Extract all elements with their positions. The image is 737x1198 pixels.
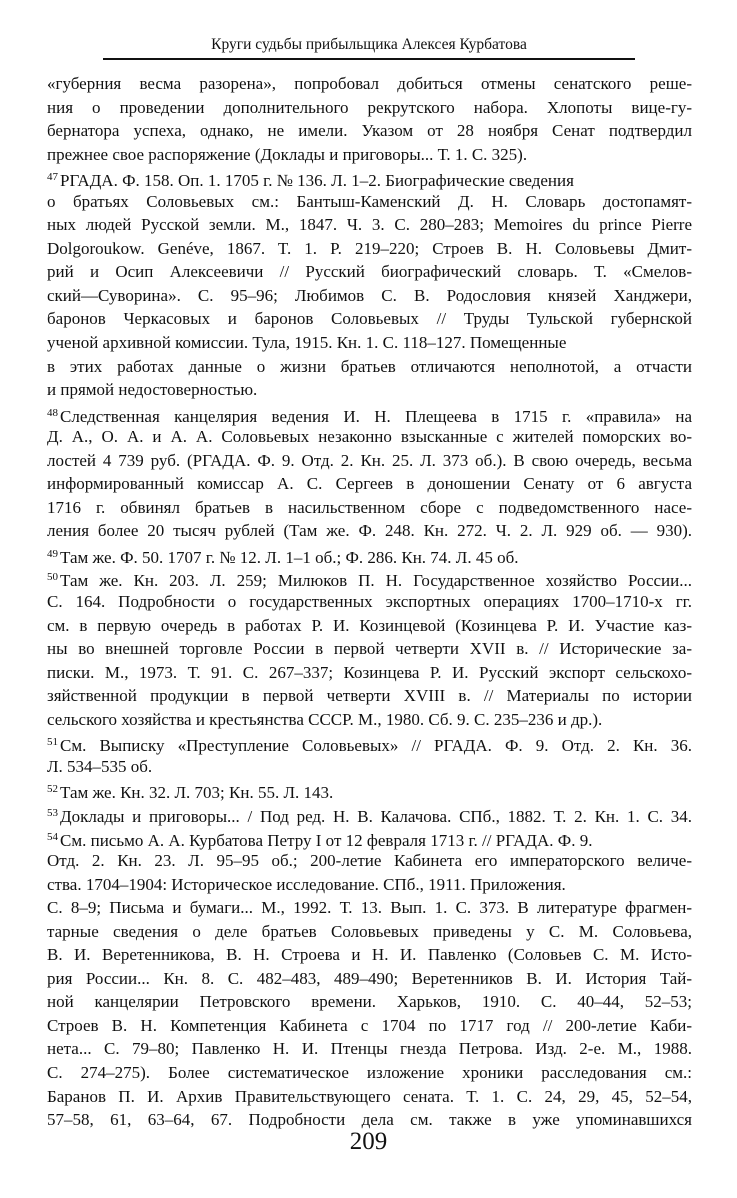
footnote-start-line	[47, 402, 692, 426]
text-line	[47, 472, 692, 496]
text-line	[47, 72, 692, 96]
footnote-start-line	[47, 778, 692, 802]
text-line	[47, 260, 692, 284]
line-text: ский—Суворина». С. 95–96; Любимов С. В. Родословия князей Ханджери,	[47, 285, 692, 305]
text-line	[47, 849, 692, 873]
line-text: «губерния весма разорена», попробовал добиться отмены сенатского реше-	[47, 74, 692, 93]
text-line	[47, 331, 692, 355]
text-line	[47, 637, 692, 661]
line-text: ления более 20 тысяч рублей (Там же. Ф. 248. Кн. 272. Ч. 2. Л. 929 об. — 930).	[47, 521, 692, 541]
text-line	[47, 1037, 692, 1061]
line-text: рия России... Кн. 8. С. 482–483, 489–490; Веретенников В. И. История Тай-	[47, 968, 692, 988]
footnote-start-line	[47, 566, 692, 590]
footnote-start-line	[47, 166, 692, 190]
footnote-number: 48	[47, 406, 58, 419]
line-text: прежнее свое распоряжение (Доклады и приговоры... Т. 1. С. 325).	[47, 144, 528, 164]
line-text: РГАДА. Ф. 158. Оп. 1. 1705 г. № 136. Л. 1–2. Биографические сведения	[60, 171, 574, 191]
line-text: Там же. Кн. 32. Л. 703; Кн. 55. Л. 143.	[60, 783, 334, 803]
line-text: баронов Черкасовых и баронов Соловьевых // Труды Тульской губернской	[47, 309, 692, 329]
text-line	[47, 237, 692, 261]
line-text: С. 8–9; Письма и бумаги... М., 1992. Т. 13. Вып. 1. С. 373. В литературе фрагмен-	[47, 898, 692, 918]
text-line	[47, 1014, 692, 1038]
line-text: ной канцелярии Петровского времени. Харьков, 1910. С. 40–44, 52–53;	[47, 992, 692, 1012]
footnote-number: 54	[47, 830, 58, 843]
line-text: Там же. Кн. 203. Л. 259; Милюков П. Н. Государственное хозяйство России...	[60, 571, 692, 591]
line-text: Л. 534–535 об.	[47, 756, 153, 776]
line-text: ны во внешней торговле России в первой четверти XVII в. // Исторические за-	[47, 639, 692, 659]
line-text: бернатора успеха, однако, не имели. Указом от 28 ноября Сенат подтвердил	[47, 121, 692, 141]
text-line	[47, 284, 692, 308]
footnote-number: 51	[47, 736, 58, 749]
line-text: Отд. 2. Кн. 23. Л. 95–95 об.; 200-летие Кабинета его императорского величе-	[47, 851, 692, 871]
running-head: Круги судьбы прибыльщика Алексея Курбатова	[211, 36, 527, 53]
text-line	[47, 614, 692, 638]
footnote-number: 47	[47, 171, 58, 184]
text-line	[47, 684, 692, 708]
text-line	[47, 355, 692, 379]
footnote-number: 52	[47, 783, 58, 796]
text-line	[47, 425, 692, 449]
line-text: о братьях Соловьевых см.: Бантыш-Каменский Д. Н. Словарь достопамят-	[47, 191, 692, 211]
page-number: 209	[349, 1128, 388, 1155]
text-line	[47, 896, 692, 920]
text-line	[47, 990, 692, 1014]
line-text: зяйственной продукции в первой четверти XVIII в. // Материалы по истории	[47, 686, 692, 706]
text-line	[47, 190, 692, 214]
footnote-number: 53	[47, 806, 58, 819]
line-text: Строев В. Н. Компетенция Кабинета с 1704 по 1717 год // 200-летие Каби-	[47, 1015, 692, 1035]
line-text: ных людей Русской земли. М., 1847. Ч. 3. С. 280–283; Memoires du prince Pierre	[47, 215, 692, 235]
text-line	[47, 449, 692, 473]
line-text: Доклады и приговоры... / Под ред. Н. В. Калачова. СПб., 1882. Т. 2. Кн. 1. С. 34.	[60, 806, 692, 826]
line-text: См. Выписку «Преступление Соловьевых» // РГАДА. Ф. 9. Отд. 2. Кн. 36.	[60, 736, 692, 756]
line-text: В. И. Веретенникова, В. Н. Строева и Н. И. Павленко (Соловьев С. М. Исто-	[47, 945, 692, 965]
line-text: в этих работах данные о жизни братьев отличаются неполнотой, а отчасти	[47, 356, 692, 376]
text-line	[47, 943, 692, 967]
text-line	[47, 661, 692, 685]
text-line	[47, 378, 692, 402]
text-line	[47, 755, 692, 779]
text-line	[47, 1061, 692, 1085]
line-text: ния о проведении дополнительного рекрутского набора. Хлопоты вице-гу-	[47, 97, 692, 117]
line-text: нета... С. 79–80; Павленко Н. И. Птенцы гнезда Петрова. Изд. 2-е. М., 1988.	[47, 1039, 692, 1059]
footnote-start-line	[47, 826, 692, 850]
text-line	[47, 119, 692, 143]
text-line	[47, 708, 692, 732]
line-text: ученой архивной комиссии. Тула, 1915. Кн. 1. С. 118–127. Помещенные	[47, 333, 567, 353]
line-text: Баранов П. И. Архив Правительствующего сената. Т. 1. С. 24, 29, 45, 52–54,	[47, 1086, 692, 1106]
line-text: рий и Осип Алексеевичи // Русский биографический словарь. Т. «Смелов-	[47, 262, 692, 282]
line-text: 1716 г. обвинял братьев в насильственном сборе с подведомственного насе-	[47, 497, 692, 517]
line-text: и прямой недостоверностью.	[47, 380, 258, 400]
text-line	[47, 96, 692, 120]
line-text: С. 164. Подробности о государственных экспортных операциях 1700–1710-х гг.	[47, 592, 692, 612]
line-text: см. в первую очередь в работах Р. И. Козинцевой (Козинцева Р. И. Участие каз-	[47, 615, 692, 635]
line-text: См. письмо А. А. Курбатова Петру I от 12 февраля 1713 г. // РГАДА. Ф. 9.	[60, 830, 593, 850]
line-text: тарные сведения о деле братьев Соловьевых приведены у С. М. Соловьева,	[47, 921, 692, 941]
footnote-number: 49	[47, 547, 58, 560]
line-text: сельского хозяйства и крестьянства СССР. М., 1980. Сб. 9. С. 235–236 и др.).	[47, 709, 603, 729]
line-text: Там же. Ф. 50. 1707 г. № 12. Л. 1–1 об.; Ф. 286. Кн. 74. Л. 45 об.	[60, 547, 519, 567]
line-text: информированный комиссар А. С. Сергеев в доношении Сенату от 6 августа	[47, 474, 692, 494]
line-text: С. 274–275). Более систематическое изложение хроники расследования см.:	[47, 1062, 692, 1082]
text-line	[47, 967, 692, 991]
text-line	[47, 213, 692, 237]
line-text: писки. М., 1973. Т. 91. С. 267–337; Козинцева Р. И. Русский экспорт сельскохо-	[47, 662, 692, 682]
text-line	[47, 920, 692, 944]
text-line	[47, 1085, 692, 1109]
footnotes-text	[47, 72, 692, 1132]
line-text: Д. А., О. А. и А. А. Соловьевых незаконно взысканные с жителей поморских во-	[47, 427, 692, 447]
text-line	[47, 307, 692, 331]
line-text: Следственная канцелярия ведения И. Н. Плещеева в 1715 г. «правила» на	[60, 406, 692, 426]
text-line	[47, 519, 692, 543]
text-line	[47, 873, 692, 897]
text-line	[47, 496, 692, 520]
text-line	[47, 590, 692, 614]
line-text: Dolgoroukow. Genéve, 1867. T. 1. P. 219–220; Строев В. Н. Соловьевы Дмит-	[47, 238, 692, 258]
footnote-start-line	[47, 802, 692, 826]
text-line	[47, 143, 692, 167]
line-text: 57–58, 61, 63–64, 67. Подробности дела см. также в уже упоминавшихся	[47, 1110, 692, 1130]
line-text: лостей 4 739 руб. (РГАДА. Ф. 9. Отд. 2. Кн. 25. Л. 373 об.). В свою очередь, весьма	[47, 450, 692, 470]
header-rule	[103, 58, 635, 60]
footnote-number: 50	[47, 571, 58, 584]
line-text: ства. 1704–1904: Историческое исследование. СПб., 1911. Приложения.	[47, 874, 566, 894]
footnote-start-line	[47, 543, 692, 567]
footnote-start-line	[47, 731, 692, 755]
